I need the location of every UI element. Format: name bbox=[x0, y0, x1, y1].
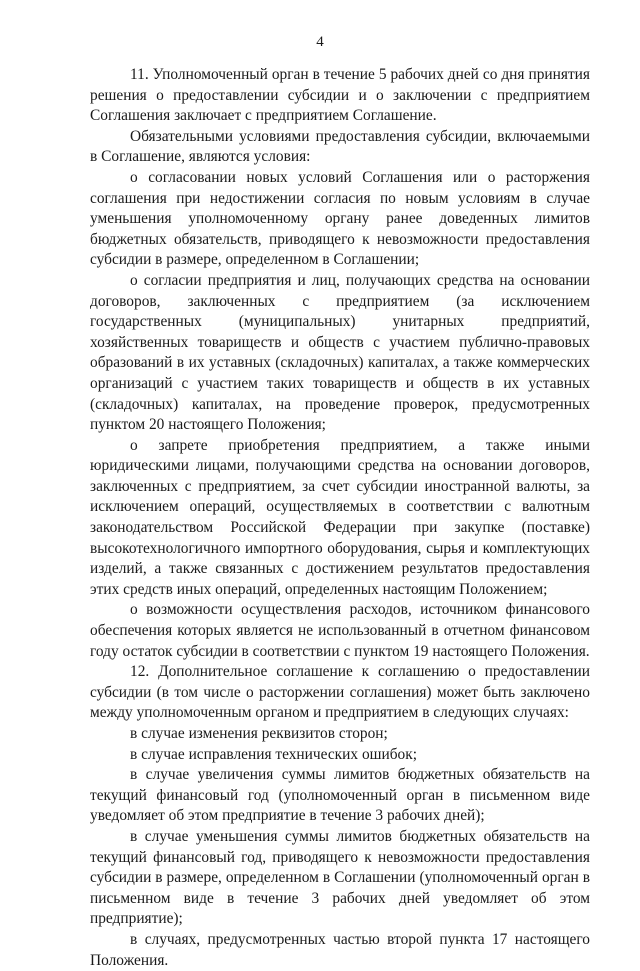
paragraph-condition-consent: о согласии предприятия и лиц, получающих средства на основании договоров, заключенных с предприятием (за исключением государственных (муниципальных) унитарных предприятий, хозяйственных товариществ и обществ с участием публично-правовых образований в их уставных (складочных) капиталах, а также коммерческих организаций с участием таких товариществ и обществ в их уставных (складочных) капиталах, на проведение проверок, предусмотренных пунктом 20 настоящего Положения; bbox=[90, 271, 590, 434]
paragraph-12: 12. Дополнительное соглашение к соглашению о предоставлении субсидии (в том числе о расторжении соглашения) может быть заключено между уполномоченным органом и предприятием в следующих случаях: bbox=[90, 663, 590, 722]
paragraph-11: 11. Уполномоченный орган в течение 5 рабочих дней со дня принятия решения о предоставлении субсидии и о заключении с предприятием Соглашения заключает с предприятием Соглашение. bbox=[90, 66, 590, 125]
document-body bbox=[90, 65, 590, 971]
paragraph-condition-currency-ban: о запрете приобретения предприятием, а также иными юридическими лицами, получающими средства на основании договоров, заключенных с предприятием, за счет субсидии иностранной валюты, за исключением операций, осуществляемых в соответствии с валютным законодательством Российской Федерации при закупке (поставке) высокотехнологичного импортного оборудования, сырья и комплектующих изделий, а также связанных с достижением результатов предоставления этих средств иных операций, определенных настоящим Положением; bbox=[90, 436, 590, 598]
page-number: 4 bbox=[316, 34, 324, 50]
paragraph-case-requisites: в случае изменения реквизитов сторон; bbox=[130, 725, 388, 742]
paragraph-case-decrease: в случае уменьшения суммы лимитов бюджетных обязательств на текущий финансовый год, приводящего к невозможности предоставления субсидии в размере, определенном в Соглашении (уполномоченный орган в письменном виде в течение 3 рабочих дней уведомляет об этом предприятие); bbox=[90, 827, 590, 928]
paragraph-condition-expenses: о возможности осуществления расходов, источником финансового обеспечения которых является не использованный в отчетном финансовом году остаток субсидии в соответствии с пунктом 19 настоящего Положения. bbox=[90, 601, 590, 660]
paragraph-case-errors: в случае исправления технических ошибок; bbox=[130, 745, 418, 763]
paragraph-condition-new-terms: о согласовании новых условий Соглашения или о расторжения соглашения при недостижении согласия по новым условиям в случае уменьшения уполномоченному органу ранее доведенных лимитов бюджетных обязательств, приводящего к невозможности предоставления субсидии в размере, определенном в Соглашении; bbox=[90, 168, 590, 269]
paragraph-conditions-intro: Обязательными условиями предоставления субсидии, включаемыми в Соглашение, являются условия: bbox=[90, 127, 590, 166]
paragraph-case-part-two: в случаях, предусмотренных частью второй пункта 17 настоящего Положения. bbox=[90, 930, 590, 969]
paragraph-case-increase: в случае увеличения суммы лимитов бюджетных обязательств на текущий финансовый год (уполномоченный орган в письменном виде уведомляет об этом предприятие в течение 3 рабочих дней); bbox=[90, 766, 590, 825]
